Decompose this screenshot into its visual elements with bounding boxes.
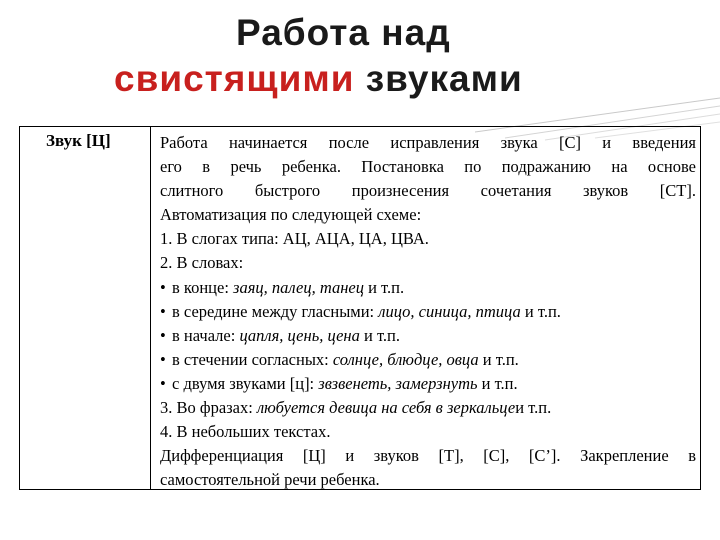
bullet-item: [160, 276, 696, 300]
text-line: его в речь ребенка. Постановка по подражанию на основе: [160, 157, 696, 177]
column-divider: [150, 127, 151, 489]
list-item: [160, 396, 696, 420]
title-accent-word: свистящими: [114, 58, 355, 99]
bullet-item: [160, 324, 696, 348]
bullet-text: в конце:: [172, 277, 234, 297]
bullet-item: [160, 348, 696, 372]
content-table: [19, 126, 701, 490]
bullet-tail: и т.п.: [478, 349, 519, 369]
example-phrase: любуется девица на себя в зеркальце: [256, 398, 516, 418]
example-words: лицо, синица, птица: [378, 301, 521, 321]
bullet-text: в середине между гласными:: [172, 301, 379, 321]
bullet-icon: •: [160, 277, 166, 297]
bullet-icon: •: [160, 325, 166, 345]
row-content: [160, 131, 696, 492]
bullet-tail: и т.п.: [363, 277, 405, 297]
example-words: солнце, блюдце, овца: [332, 349, 479, 369]
example-words: цапля, цень, цена: [239, 325, 360, 345]
title-line-2: [114, 56, 523, 102]
list-item: 4. В небольших текстах.: [160, 422, 331, 442]
text-line: Работа начинается после исправления звука [С] и введения: [160, 133, 696, 152]
bullet-icon: •: [160, 301, 166, 321]
list-item-tail: и т.п.: [515, 398, 552, 418]
text-line: Дифференциация [Ц] и звуков [Т], [С], [С’]. Закрепление в: [160, 446, 696, 466]
bullet-text: с двумя звуками [ц]:: [172, 373, 319, 393]
list-item: 2. В словах:: [160, 253, 244, 273]
bullet-tail: и т.п.: [359, 325, 401, 345]
row-label: Звук [Ц]: [46, 131, 111, 150]
example-words: звзвенеть, замерзнуть: [318, 373, 478, 393]
bullet-icon: •: [160, 349, 166, 369]
bullet-icon: •: [160, 373, 166, 393]
example-words: заяц, палец, танец: [233, 277, 364, 297]
bullet-item: [160, 300, 696, 324]
bullet-tail: и т.п.: [520, 301, 561, 321]
bullet-text: в начале:: [172, 325, 240, 345]
bullet-text: в стечении согласных:: [172, 349, 333, 369]
title-line-2-rest: звуками: [354, 58, 523, 99]
text-line: Автоматизация по следующей схеме:: [160, 205, 422, 225]
text-line: самостоятельной речи ребенка.: [160, 470, 380, 490]
title-line-1: Работа над: [236, 12, 451, 53]
bullet-item: [160, 372, 696, 396]
list-item-text: 3. Во фразах:: [160, 398, 257, 418]
text-line: слитного быстрого произнесения сочетания звуков [СТ].: [160, 181, 696, 201]
bullet-tail: и т.п.: [477, 373, 518, 393]
list-item: 1. В слогах типа: АЦ, АЦА, ЦА, ЦВА.: [160, 229, 429, 249]
